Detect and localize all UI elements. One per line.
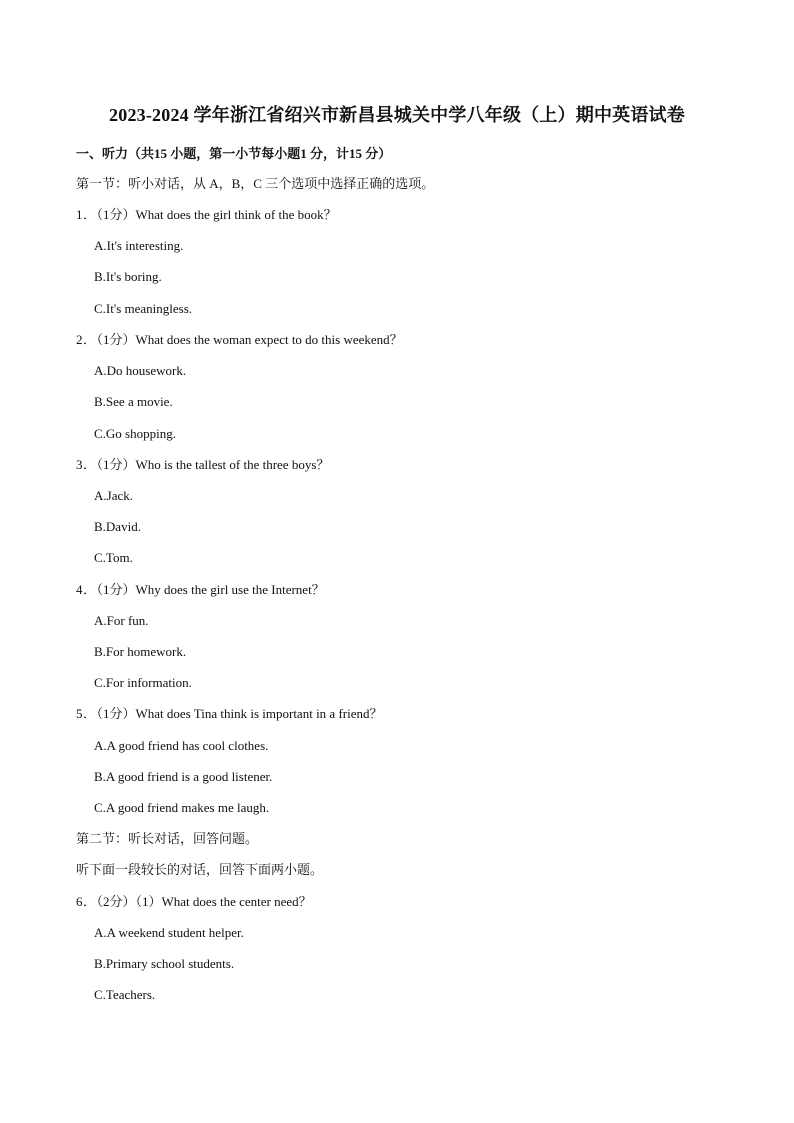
- question-text: （1分）Why does the girl use the Internet？: [96, 582, 325, 597]
- option-3b: B.David.: [94, 519, 141, 534]
- question-number: 6．: [76, 894, 97, 909]
- question-text: （1分）Who is the tallest of the three boys？: [96, 457, 330, 472]
- option-6b: B.Primary school students.: [94, 956, 235, 971]
- option-4c: C.For information.: [94, 675, 192, 690]
- question-text: （1分）What does the girl think of the book？: [96, 207, 337, 222]
- question-text: （1分）What does Tina think is important in a friend？: [96, 706, 383, 721]
- question-2: [76, 332, 403, 348]
- part2-heading: 第二节：听长对话，回答问题。: [76, 831, 259, 846]
- page-title: 2023-2024 学年浙江省绍兴市新昌县城关中学八年级（上）期中英语试卷: [109, 105, 685, 125]
- question-number: 4．: [76, 582, 97, 597]
- question-number: 5．: [76, 706, 97, 721]
- option-4b: B.For homework.: [94, 644, 187, 659]
- option-3a: A.Jack.: [94, 488, 133, 503]
- option-2c: C.Go shopping.: [94, 426, 176, 441]
- question-4: [76, 582, 325, 598]
- question-5: [76, 706, 383, 722]
- option-1c: C.It's meaningless.: [94, 301, 193, 316]
- option-5a: A.A good friend has cool clothes.: [94, 738, 269, 753]
- option-2b: B.See a movie.: [94, 394, 173, 409]
- part2-instruction: 听下面一段较长的对话，回答下面两小题。: [76, 862, 324, 877]
- question-3: [76, 457, 329, 473]
- part1-instruction: 第一节：听小对话，从 A，B，C 三个选项中选择正确的选项。: [76, 176, 435, 191]
- option-6c: C.Teachers.: [94, 987, 156, 1002]
- option-5b: B.A good friend is a good listener.: [94, 769, 273, 784]
- option-1b: B.It's boring.: [94, 269, 162, 284]
- question-text: （2分）（1）What does the center need？: [96, 894, 312, 909]
- option-5c: C.A good friend makes me laugh.: [94, 800, 270, 815]
- option-6a: A.A weekend student helper.: [94, 925, 244, 940]
- question-number: 2．: [76, 332, 97, 347]
- question-6: [76, 894, 312, 910]
- option-4a: A.For fun.: [94, 613, 149, 628]
- option-3c: C.Tom.: [94, 550, 133, 565]
- option-2a: A.Do housework.: [94, 363, 187, 378]
- question-text: （1分）What does the woman expect to do this weekend？: [96, 332, 403, 347]
- option-1a: A.It's interesting.: [94, 238, 184, 253]
- question-number: 1．: [76, 207, 97, 222]
- question-1: [76, 207, 337, 223]
- section-heading-listening: 一、听力（共15 小题，第一小节每小题1 分，计15 分）: [76, 146, 392, 161]
- question-number: 3．: [76, 457, 97, 472]
